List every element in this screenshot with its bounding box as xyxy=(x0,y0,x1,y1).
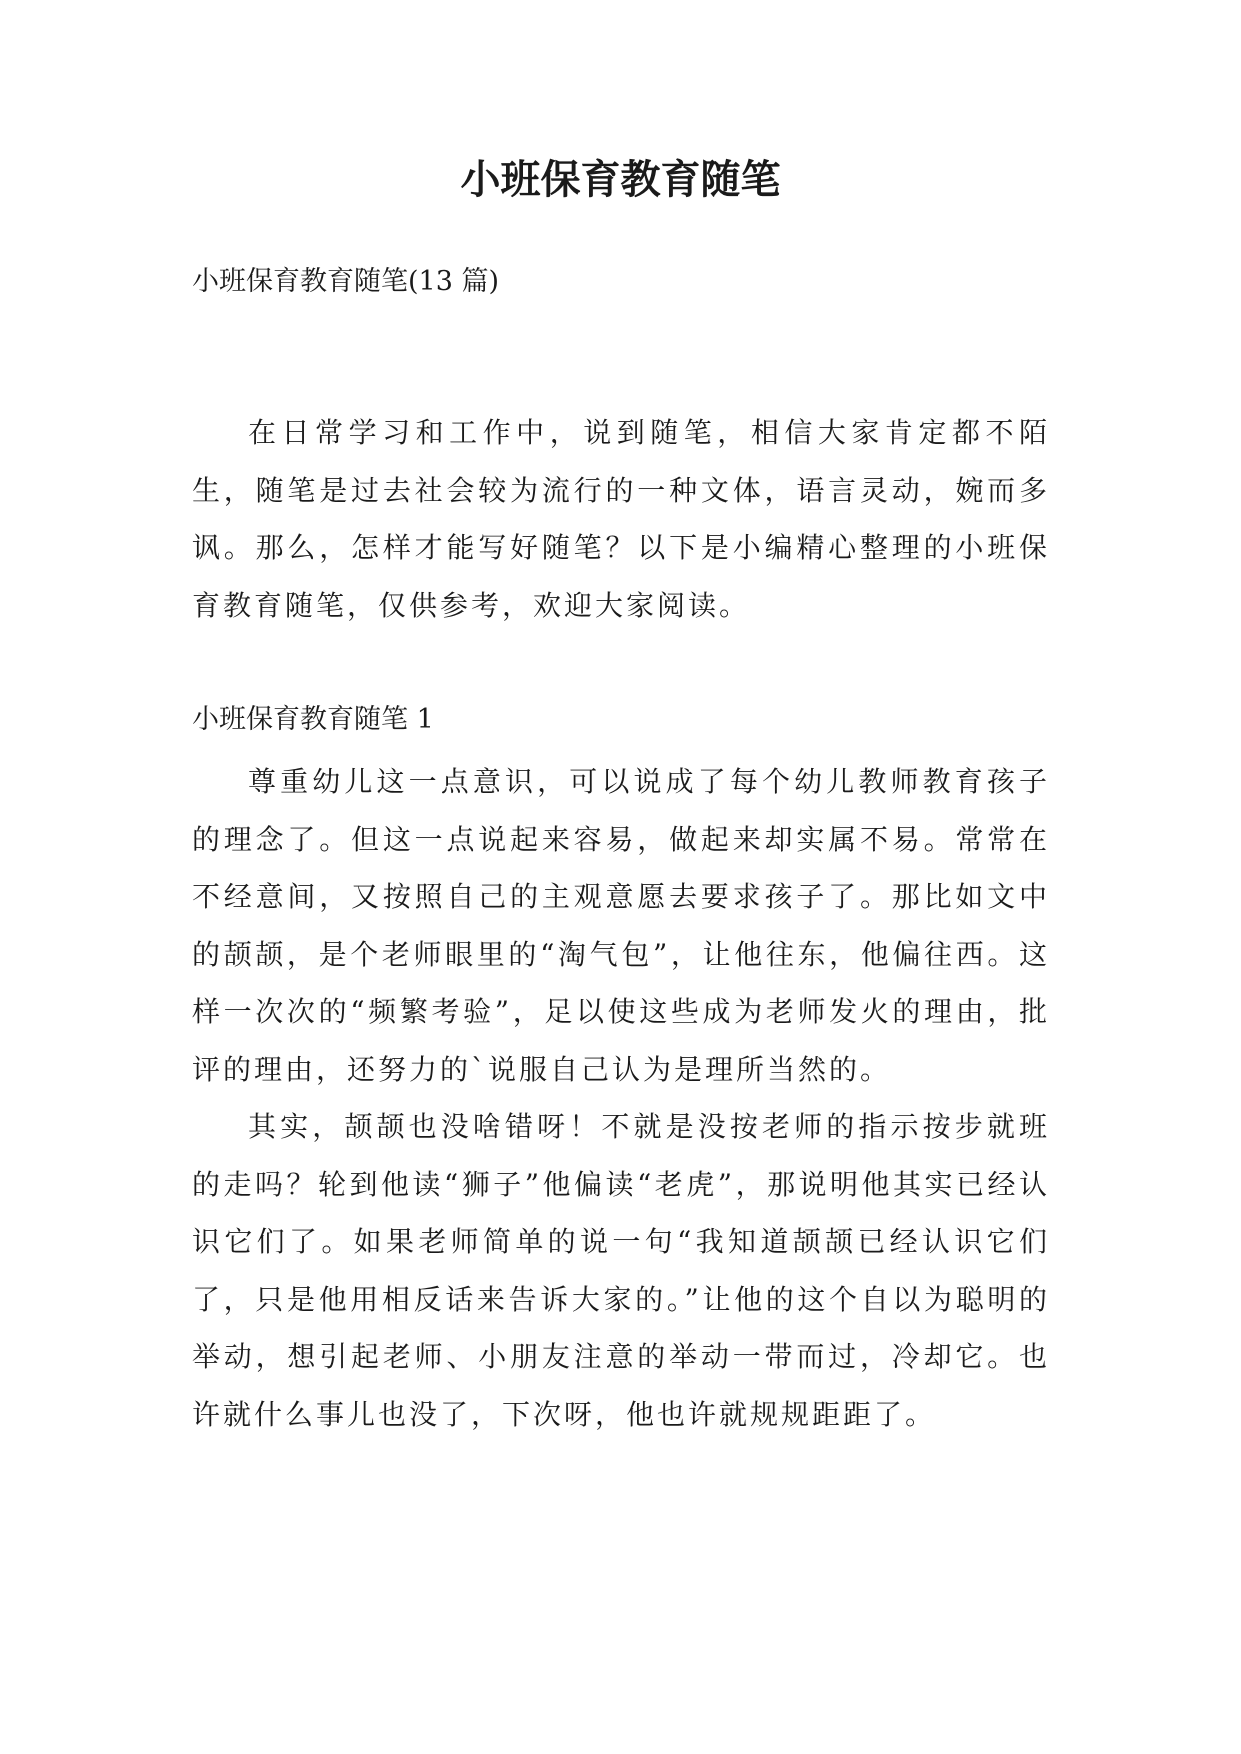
section-heading: 小班保育教育随笔 1 xyxy=(192,704,434,735)
document-subtitle: 小班保育教育随笔(13 篇) xyxy=(192,266,500,297)
body-paragraph: 其实，颉颉也没啥错呀！不就是没按老师的指示按步就班的走吗？轮到他读“狮子”他偏读“老虎”，那说明他其实已经认识它们了。如果老师简单的说一句“我知道颉颉已经认识它们了，只是他用相反话来告诉大家的。”让他的这个自以为聪明的举动，想引起老师、小朋友注意的举动一带而过，冷却它。也许就什么事儿也没了，下次呀，他也许就规规距距了。 xyxy=(192,1110,1050,1431)
intro-paragraph: 在日常学习和工作中，说到随笔，相信大家肯定都不陌生，随笔是过去社会较为流行的一种文体，语言灵动，婉而多讽。那么，怎样才能写好随笔？以下是小编精心整理的小班保育教育随笔，仅供参考，欢迎大家阅读。 xyxy=(192,416,1050,622)
intro-section xyxy=(192,404,1050,634)
page-title: 小班保育教育随笔 xyxy=(460,157,781,203)
section-1-body xyxy=(192,753,1050,1443)
body-paragraph: 尊重幼儿这一点意识，可以说成了每个幼儿教师教育孩子的理念了。但这一点说起来容易，做起来却实属不易。常常在不经意间，又按照自己的主观意愿去要求孩子了。那比如文中的颉颉，是个老师眼里的“淘气包”，让他往东，他偏往西。这样一次次的“频繁考验”，足以使这些成为老师发火的理由，批评的理由，还努力的`说服自己认为是理所当然的。 xyxy=(192,765,1050,1086)
